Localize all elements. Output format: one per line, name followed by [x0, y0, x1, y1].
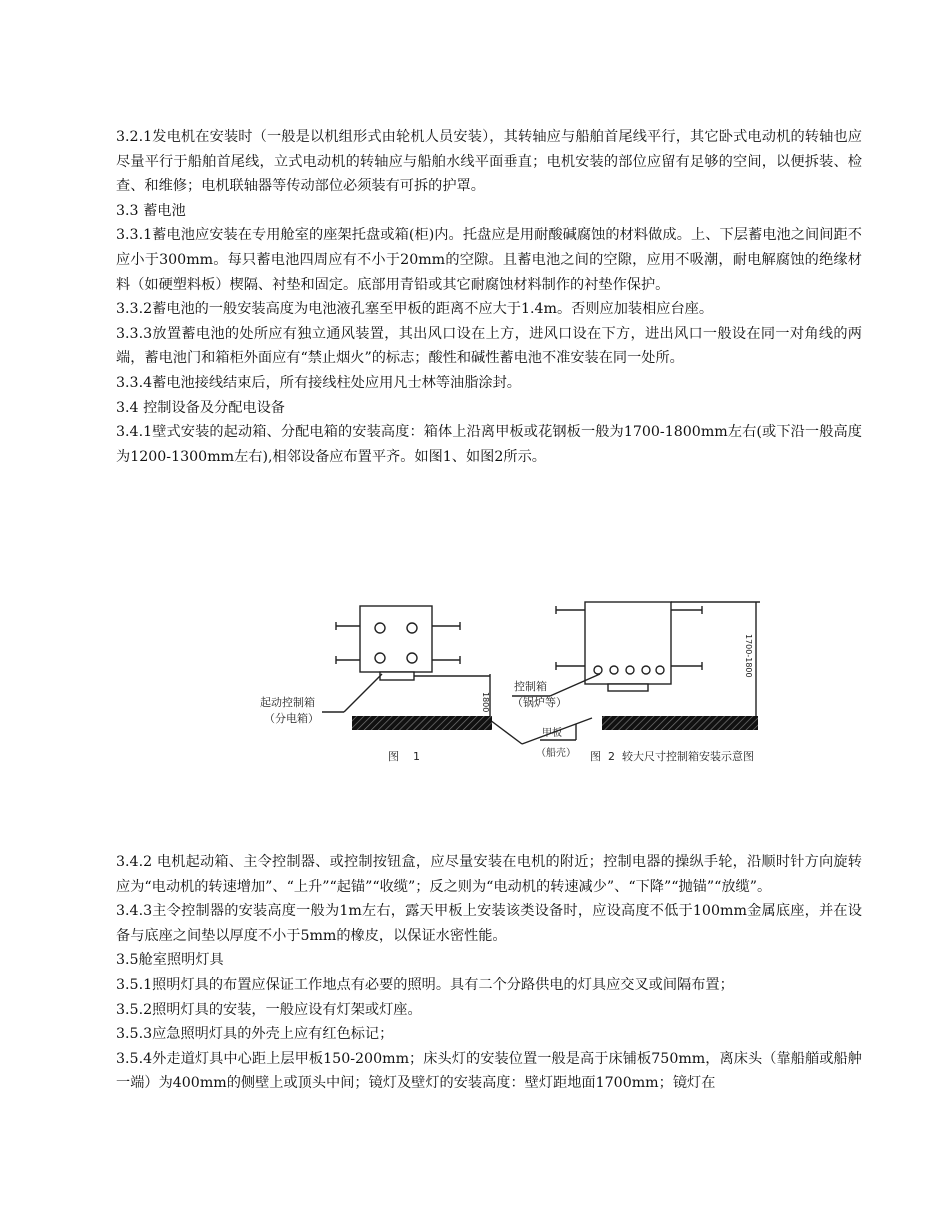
installation-diagram — [240, 592, 800, 772]
paragraph: 3.3.1蓄电池应安装在专用舱室的座架托盘或箱(柜)内。托盘应是用耐酸碱腐蚀的材料做成。上、下层蓄电池之间间距不应小于300mm。每只蓄电池四周应有不小于20mm的空隙。且蓄电池之间的空隙，应用不吸潮，耐电解腐蚀的绝缘材料（如硬塑料板）楔隔、衬垫和固定。底部用青铅或其它耐腐蚀材料制作的衬垫作保护。 — [116, 227, 862, 293]
paragraph: 3.5.2照明灯具的安装，一般应设有灯架或灯座。 — [116, 1001, 422, 1018]
paragraph: 3.3.3放置蓄电池的处所应有独立通风装置，其出风口设在上方，进风口设在下方，进出风口一般设在同一对角线的两端，蓄电池门和箱柜外面应有“禁止烟火”的标志；酸性和碱性蓄电池不准安装在同一处所。 — [116, 325, 862, 367]
deck-hatch-fig2 — [602, 716, 758, 730]
label-deck: 甲板 — [542, 728, 562, 739]
control-box-fig2 — [585, 602, 671, 684]
label-deck-sub: （船壳） — [536, 748, 576, 759]
paragraph: 3.2.1发电机在安装时（一般是以机组形式由轮机人员安装），其转轴应与船舶首尾线平行，其它卧式电动机的转轴也应尽量平行于船舶首尾线，立式电动机的转轴应与船舶水线平面垂直；电机安装的部位应留有足够的空间，以便拆装、检查、和维修；电机联轴器等传动部位必须装有可拆的护罩。 — [116, 129, 862, 195]
label-control-box-fig1-sub: （分电箱） — [264, 712, 319, 725]
dimension-label-fig2: 1700-1800 — [744, 634, 753, 678]
paragraph: 3.5.3应急照明灯具的外壳上应有红色标记； — [116, 1026, 394, 1043]
bottom-text-block — [116, 850, 862, 1096]
paragraph: 3.5.4外走道灯具中心距上层甲板150-200mm；床头灯的安装位置一般是高于床铺板750mm，离床头（靠船艏或船舯一端）为400mm的侧壁上或顶头中间；镜灯及壁灯的安装高度：壁灯距地面1700mm；镜灯在 — [116, 1050, 862, 1092]
deck-hatch-fig1 — [352, 716, 492, 730]
section-heading: 3.5舱室照明灯具 — [116, 952, 224, 969]
paragraph: 3.3.4蓄电池接线结束后，所有接线柱处应用凡士林等油脂涂封。 — [116, 374, 521, 391]
paragraph: 3.4.2 电机起动箱、主令控制器、或控制按钮盒，应尽量安装在电机的附近；控制电器的操纵手轮，沿顺时针方向旋转应为“电动机的转速增加”、“上升”“起锚”“收缆”；反之则为“电动机的转速减少”、“下降”“抛锚”“放缆”。 — [116, 854, 862, 895]
section-heading: 3.4 控制设备及分配电设备 — [116, 399, 285, 416]
caption-fig2: 图 2 较大尺寸控制箱安装示意图 — [590, 750, 754, 763]
dimension-label-fig1: 1800 — [481, 692, 490, 713]
cable-gland — [608, 684, 648, 691]
control-box-fig1 — [360, 606, 432, 672]
paragraph: 3.4.3主令控制器的安装高度一般为1m左右，露天甲板上安装该类设备时，应设高度不低于100mm金属底座，并在设备与底座之间垫以厚度不小于5mm的橡皮，以保证水密性能。 — [116, 903, 862, 944]
paragraph: 3.4.1壁式安装的起动箱、分配电箱的安装高度：箱体上沿离甲板或花钢板一般为1700-1800mm左右(或下沿一般高度为1200-1300mm左右),相邻设备应布置平齐。如图1、如图2所示。 — [116, 424, 862, 465]
section-heading: 3.3 蓄电池 — [116, 202, 186, 219]
label-control-box-fig2: 控制箱 — [514, 680, 547, 693]
paragraph: 3.3.2蓄电池的一般安装高度为电池液孔塞至甲板的距离不应大于1.4m。否则应加装相应台座。 — [116, 301, 714, 318]
top-text-block — [116, 125, 862, 469]
paragraph: 3.5.1照明灯具的布置应保证工作地点有必要的照明。具有二个分路供电的灯具应交叉或间隔布置； — [116, 976, 734, 993]
label-control-box-fig1: 起动控制箱 — [260, 696, 315, 709]
caption-fig1: 图 1 — [388, 750, 420, 763]
label-control-box-fig2-sub: （锅炉等） — [512, 696, 567, 709]
cable-gland — [380, 672, 414, 680]
